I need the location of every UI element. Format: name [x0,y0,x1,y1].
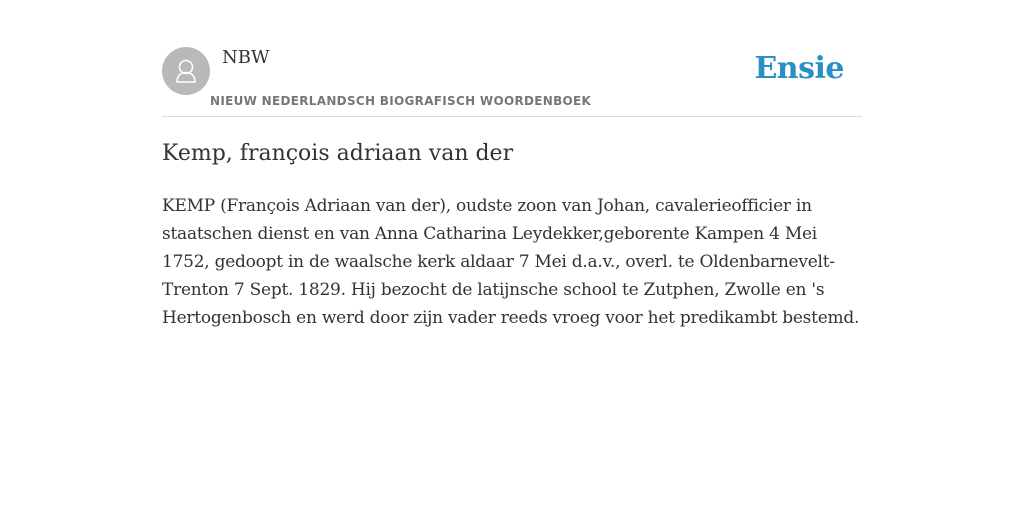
brand-logo[interactable]: Ensie [754,51,844,86]
header [162,44,862,117]
article-title: Kemp, françois adriaan van der [162,141,514,166]
article-body: KEMP (François Adriaan van der), oudste zoon van Johan, cavalerieofficier in staatschen dienst en van Anna Catharina Leydekker,geborente Kampen 4 Mei 1752, gedoopt in de waalsche kerk aldaar 7 Mei d.a.v., overl. te Oldenbarnevelt-Trenton 7 Sept. 1829. Hij bezocht de latijnsche school te Zutphen, Zwolle en 's Hertogenbosch en werd door zijn vader reeds vroeg voor het predikambt bestemd. [162,196,860,328]
source-name[interactable]: NIEUW NEDERLANDSCH BIOGRAFISCH WOORDENBOEK [210,94,592,108]
author-avatar[interactable] [162,47,210,95]
author-name[interactable]: NBW [222,47,270,68]
user-icon [162,47,210,95]
